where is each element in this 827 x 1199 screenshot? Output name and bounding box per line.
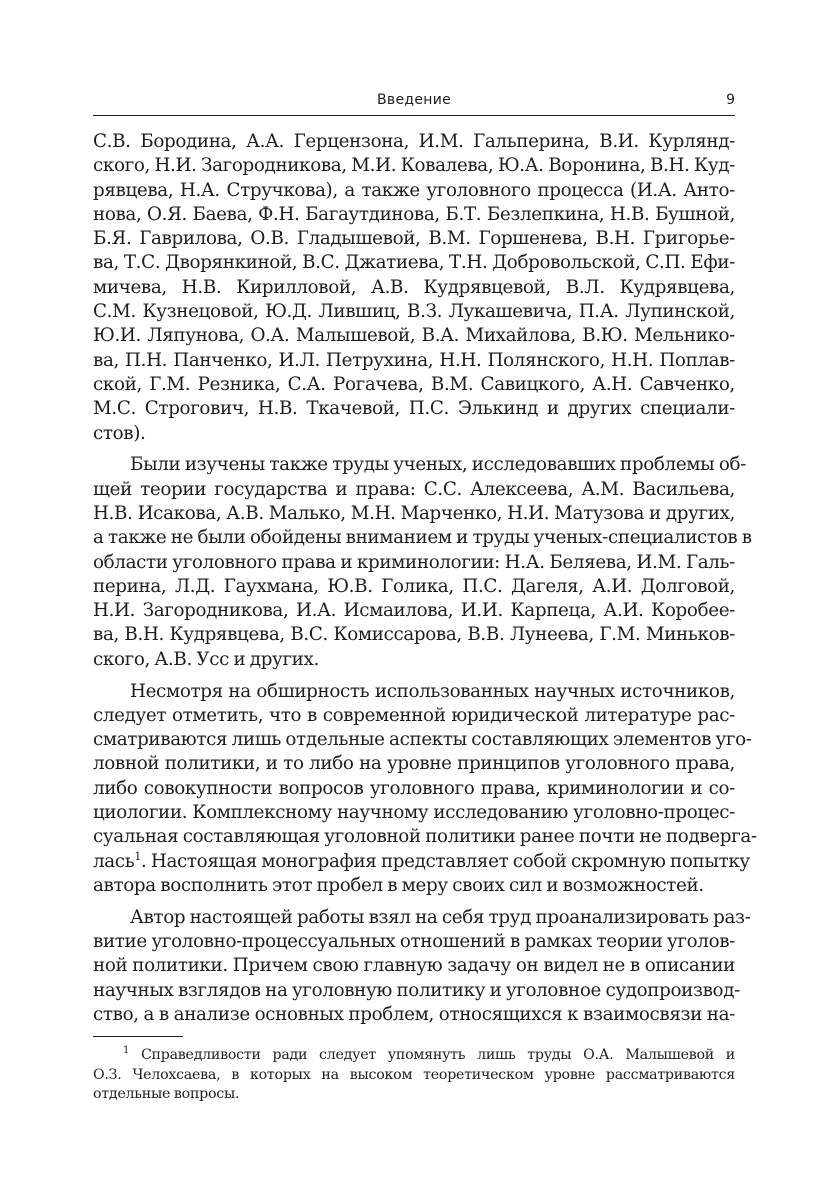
text-line: ского, Н.И. Загородникова, М.И. Ковалева, Ю.А. Воронина, В.Н. Куд- <box>93 155 735 177</box>
text-fragment: лась <box>93 850 135 872</box>
text-line: ва, Т.С. Дворянкиной, В.С. Джатиева, Т.Н. Добровольской, С.П. Ефи- <box>93 252 735 274</box>
text-line: Были изучены также труды ученых, исследовавших проблемы об- <box>130 454 746 476</box>
text-line: нова, О.Я. Баева, Ф.Н. Багаутдинова, Б.Т. Безлепкина, Н.В. Бушной, <box>93 203 735 225</box>
footnote-line: О.З. Челохсаева, в которых на высоком теоретическом уровне рассматриваются <box>93 1066 735 1083</box>
text-line: С.М. Кузнецовой, Ю.Д. Лившиц, В.З. Лукашевича, П.А. Лупинской, <box>93 301 735 323</box>
text-line: Ю.И. Ляпунова, О.А. Малышевой, В.А. Михайлова, В.Ю. Мельнико- <box>93 325 735 347</box>
footnote-rule <box>93 1036 183 1037</box>
footnote-reference[interactable]: 1 <box>134 849 141 863</box>
text-line: сматриваются лишь отдельные аспекты составляющих элементов уго- <box>93 729 752 751</box>
paragraph-4 <box>93 906 751 1027</box>
text-line: автора восполнить этот пробел в меру своих сил и возможностей. <box>93 874 704 896</box>
text-line: а также не были обойдены вниманием и труды ученых-специалистов в <box>93 527 752 549</box>
text-line: рявцева, Н.А. Стручкова), а также уголовного процесса (И.А. Анто- <box>93 179 735 201</box>
text-line: С.В. Бородина, А.А. Герцензона, И.М. Гальперина, В.И. Курлянд- <box>93 131 735 152</box>
text-line: циологии. Комплексному научному исследованию уголовно-процес- <box>93 802 735 824</box>
text-line <box>93 849 750 874</box>
footnote-line <box>93 1046 735 1066</box>
book-page <box>93 0 757 1199</box>
footnote <box>93 1046 735 1105</box>
text-line: следует отметить, что в современной юридической литературе рас- <box>93 704 735 726</box>
text-line: Б.Я. Гаврилова, О.В. Гладышевой, В.М. Горшенева, В.Н. Григорье- <box>93 228 735 250</box>
text-line: М.С. Строгович, Н.В. Ткачевой, П.С. Элькинд и других специали- <box>93 398 735 420</box>
page-number: 9 <box>726 92 735 108</box>
paragraph-1 <box>93 130 735 446</box>
text-line: Н.И. Загородникова, И.А. Исмаилова, И.И. Карпеца, А.И. Коробее- <box>93 600 735 622</box>
text-line: ной политики. Причем свою главную задачу он видел не в описании <box>93 955 735 977</box>
body-text <box>93 130 757 1027</box>
text-line: стов). <box>93 422 146 444</box>
text-line: суальная составляющая уголовной политики ранее почти не подверга- <box>93 826 757 848</box>
text-line: ва, П.Н. Панченко, И.Л. Петрухина, Н.Н. Полянского, Н.Н. Поплав- <box>93 349 735 371</box>
text-line: Автор настоящей работы взял на себя труд проанализировать раз- <box>130 906 751 928</box>
paragraph-3 <box>93 680 757 899</box>
text-line: Н.В. Исакова, А.В. Малько, М.Н. Марченко, Н.И. Матузова и других, <box>93 502 735 524</box>
text-line: либо совокупности вопросов уголовного права, криминологии и со- <box>93 777 735 799</box>
text-line: ство, а в анализе основных проблем, относящихся к взаимосвязи на- <box>93 1003 735 1025</box>
footnote-line: отдельные вопросы. <box>93 1086 240 1102</box>
paragraph-2 <box>93 453 752 672</box>
text-line: щей теории государства и права: С.С. Алексеева, А.М. Васильева, <box>93 478 735 500</box>
header-rule <box>93 115 735 116</box>
text-line: ва, В.Н. Кудрявцева, В.С. Комиссарова, В.В. Лунеева, Г.М. Миньков- <box>93 624 735 646</box>
footnote-text: Справедливости ради следует упомянуть лишь труды О.А. Малышевой и <box>140 1047 735 1063</box>
text-line: витие уголовно-процессуальных отношений в рамках теории уголов- <box>93 931 735 952</box>
text-line: перина, Л.Д. Гаухмана, Ю.В. Голика, П.С. Дагеля, А.И. Долговой, <box>93 575 735 597</box>
running-header <box>93 88 735 114</box>
text-line: ской, Г.М. Резника, С.А. Рогачева, В.М. Савицкого, А.Н. Савченко, <box>93 373 735 395</box>
text-line: области уголовного права и криминологии: Н.А. Беляева, И.М. Галь- <box>93 551 735 573</box>
section-title: Введение <box>376 92 452 108</box>
footnote-marker: 1 <box>123 1045 130 1056</box>
text-line: ловной политики, и то либо на уровне принципов уголовного права, <box>93 753 735 775</box>
text-line: научных взглядов на уголовную политику и уголовное судопроизвод- <box>93 979 740 1001</box>
text-fragment: . Настоящая монография представляет собой скромную попытку <box>140 850 750 872</box>
text-line: Несмотря на обширность использованных научных источников, <box>130 680 735 702</box>
text-line: мичева, Н.В. Кирилловой, А.В. Кудрявцевой, В.Л. Кудрявцева, <box>93 276 735 298</box>
text-line: ского, А.В. Усс и других. <box>93 648 319 670</box>
